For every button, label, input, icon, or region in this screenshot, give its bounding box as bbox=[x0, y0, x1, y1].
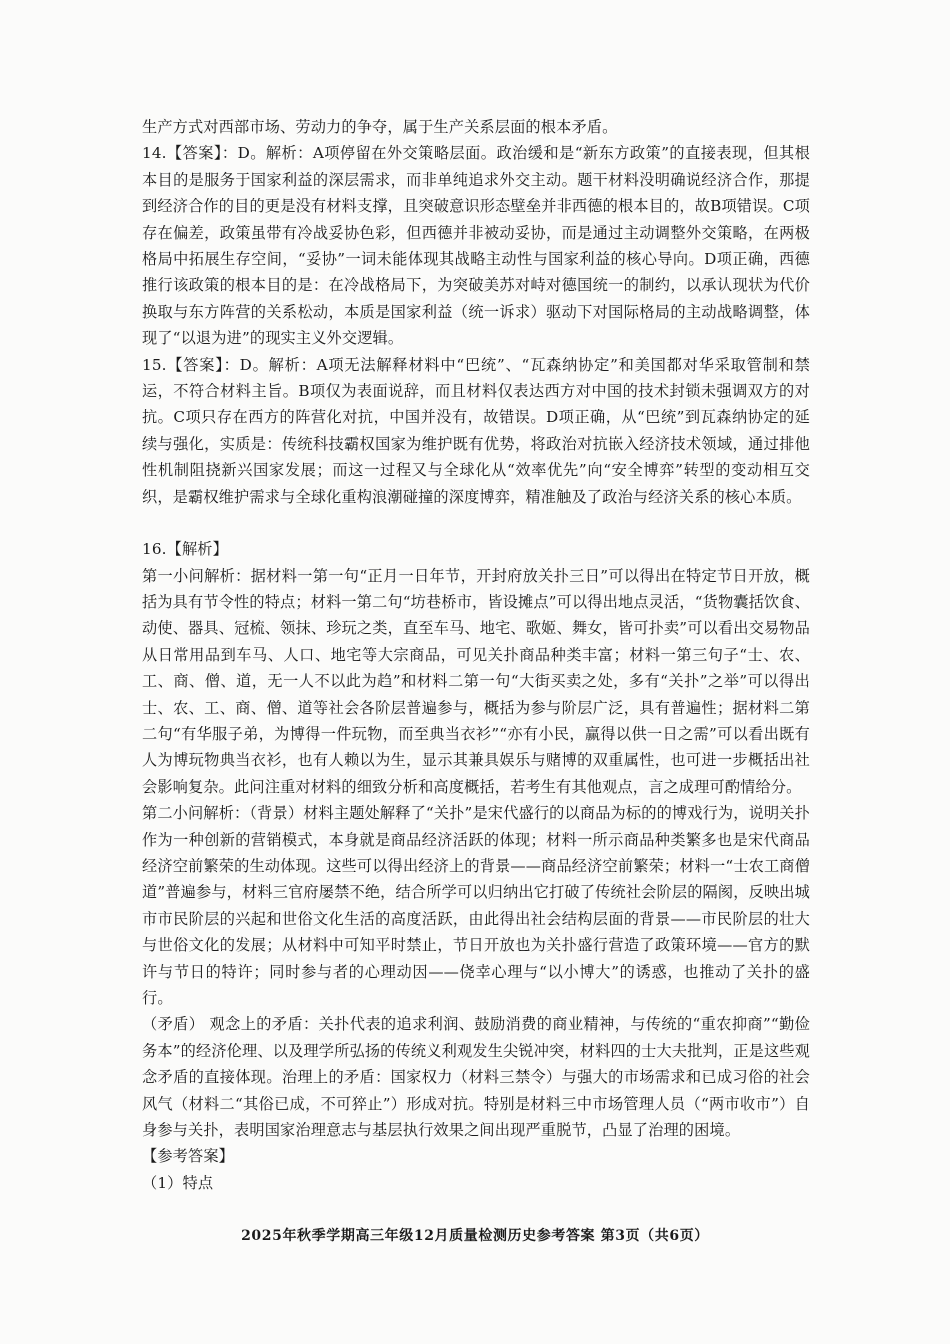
answer-content bbox=[142, 114, 810, 1196]
question-14-answer: 14.【答案】：D。解析：A项停留在外交策略层面。政治缓和是“新东方政策”的直接表现，但其根本目的是服务于国家利益的深层需求，而非单纯追求外交主动。题干材料没明确说经济合作，那提到经济合作的目的更是没有材料支撑，且突破意识形态壁垒并非西德的根本目的，故B项错误。C项存在偏差，政策虽带有冷战妥协色彩，但西德并非被动妥协，而是通过主动调整外交策略，在两极格局中拓展生存空间，“妥协”一词未能体现其战略主动性与国家利益的核心导向。D项正确，西德推行该政策的根本目的是：在冷战格局下，为突破美苏对峙对德国统一的制约，以承认现状为代价换取与东方阵营的关系松动，本质是国家利益（统一诉求）驱动下对国际格局的主动战略调整，体现了“以退为进”的现实主义外交逻辑。 bbox=[142, 144, 810, 348]
question-15-answer: 15.【答案】：D。解析：A项无法解释材料中“巴统”、“瓦森纳协定”和美国都对华采取管制和禁运，不符合材料主旨。B项仅为表面说辞，而且材料仅表达西方对中国的技术封锁未强调双方的对抗。C项只存在西方的阵营化对抗，中国并没有，故错误。D项正确，从“巴统”到瓦森纳协定的延续与强化，实质是：传统科技霸权国家为维护既有优势，将政治对抗嵌入经济技术领域，通过排他性机制阻挠新兴国家发展；而这一过程又与全球化从“效率优先”向“安全博弈”转型的变动相互交织，是霸权维护需求与全球化重构浪潮碰撞的深度博弈，精准触及了政治与经济关系的核心本质。 bbox=[142, 355, 810, 506]
question-16-part-2: 第二小问解析：（背景）材料主题处解释了“关扑”是宋代盛行的以商品为标的的博戏行为，说明关扑作为一种创新的营销模式，本身就是商品经济活跃的体现；材料一所示商品种类繁多也是宋代商品经济空前繁荣的生动体现。这些可以得出经济上的背景——商品经济空前繁荣；材料一“士农工商僧道”普遍参与，材料三官府屡禁不绝，结合所学可以归纳出它打破了传统社会阶层的隔阂，反映出城市市民阶层的兴起和世俗文化生活的高度活跃，由此得出社会结构层面的背景——市民阶层的壮大与世俗文化的发展；从材料中可知平时禁止，节日开放也为关扑盛行营造了政策环境——官方的默许与节日的特许；同时参与者的心理动因——侥幸心理与“以小博大”的诱惑，也推动了关扑的盛行。 bbox=[142, 804, 810, 1007]
paragraph-gap bbox=[142, 510, 810, 536]
page-footer: 2025年秋季学期高三年级12月质量检测历史参考答案 第3页（共6页） bbox=[241, 1228, 709, 1244]
question-16-part-1: 第一小问解析：据材料一第一句“正月一日年节，开封府放关扑三日”可以得出在特定节日开放，概括为具有节令性的特点；材料一第二句“坊巷桥市，皆设摊点”可以得出地点灵活，“货物囊括饮食、动使、器具、冠梳、领抹、珍玩之类，直至车马、地宅、歌姬、舞女，皆可扑卖”可以看出交易物品从日常用品到车马、人口、地宅等大宗商品，可见关扑商品种类丰富；材料一第三句子“士、农、工、商、僧、道，无一人不以此为趋”和材料二第一句“大街买卖之处，多有“关扑”之举”可以得出士、农、工、商、僧、道等社会各阶层普遍参与，概括为参与阶层广泛，具有普遍性；据材料二第二句“有华服子弟，为博得一件玩物，而至典当衣衫”“亦有小民，赢得以供一日之需”可以看出既有人为博玩物典当衣衫，也有人赖以为生，显示其兼具娱乐与赌博的双重属性，也可进一步概括出社会影响复杂。此问注重对材料的细致分析和高度概括，若考生有其他观点，言之成理可酌情给分。 bbox=[142, 566, 810, 796]
question-16-heading: 16.【解析】 bbox=[142, 540, 228, 559]
continued-paragraph: 生产方式对西部市场、劳动力的争夺，属于生产关系层面的根本矛盾。 bbox=[142, 118, 618, 136]
reference-answer-heading: 【参考答案】 bbox=[142, 1147, 235, 1166]
reference-answer-item-1: （1）特点 bbox=[142, 1173, 214, 1192]
question-16-part-3: （矛盾） 观念上的矛盾：关扑代表的追求利润、鼓励消费的商业精神，与传统的“重农抑商”“勤俭务本”的经济伦理、以及理学所弘扬的传统义利观发生尖锐冲突，材料四的士大夫批判，正是这些观念矛盾的直接体现。治理上的矛盾：国家权力（材料三禁令）与强大的市场需求和已成习俗的社会风气（材料二“其俗已成，不可猝止”）形成对抗。特别是材料三中市场管理人员（“两市收市”）自身参与关扑，表明国家治理意志与基层执行效果之间出现严重脱节，凸显了治理的困境。 bbox=[142, 1015, 810, 1140]
